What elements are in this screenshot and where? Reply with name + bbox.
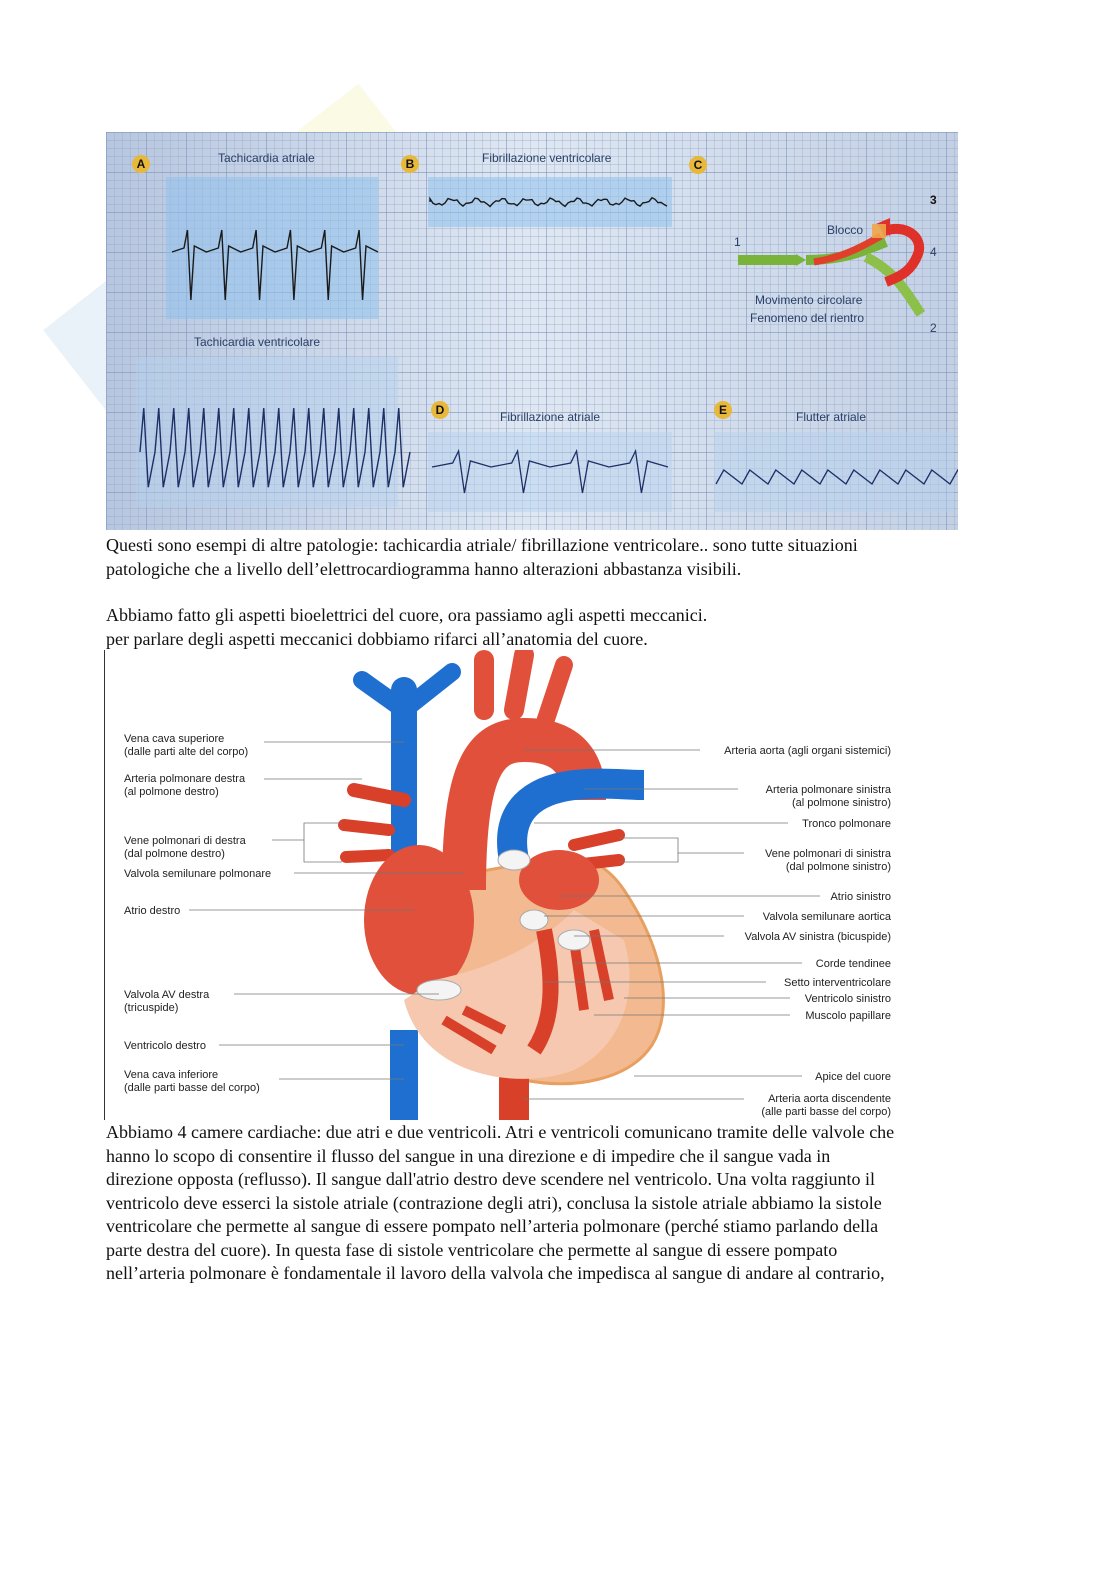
text-line: Abbiamo 4 camere cardiache: due atri e due ventricoli. Atri e ventricoli comunicano tramite delle valvole che — [106, 1122, 895, 1142]
panel-letter-c — [689, 156, 707, 174]
paragraph-patologie — [106, 534, 1006, 581]
label-vene-polmonari-sinistra: Vene polmonari di sinistra — [765, 848, 891, 860]
right-labels — [724, 745, 892, 1118]
label-corde-tendinee: Corde tendinee — [815, 958, 891, 970]
label-movimento-circolare: Movimento circolare — [755, 293, 863, 307]
svg-text:(dal polmone sinistro): (dal polmone sinistro) — [785, 861, 891, 873]
svg-text:(al polmone destro): (al polmone destro) — [124, 786, 219, 798]
label-arteria-polmonare-destra: Arteria polmonare destra — [124, 773, 246, 785]
svg-text:B: B — [405, 157, 415, 171]
text-line: per parlare degli aspetti meccanici dobbiamo rifarci all’anatomia del cuore. — [106, 628, 648, 649]
label-arteria-polmonare-sinistra: Arteria polmonare sinistra — [765, 784, 891, 796]
label-tronco-polmonare: Tronco polmonare — [802, 818, 891, 830]
label-n2: 2 — [930, 321, 937, 335]
svg-text:(dal polmone destro): (dal polmone destro) — [124, 848, 225, 860]
text-line: direzione opposta (reflusso). Il sangue dall'atrio destro deve scendere nel ventricolo. Una volta raggiunto il — [106, 1169, 875, 1189]
label-apice-del-cuore: Apice del cuore — [815, 1071, 891, 1083]
label-ventricolo-destro: Ventricolo destro — [124, 1040, 206, 1052]
text-line: ventricolo deve esserci la sistole atriale (contrazione degli atri), conclusa la sistole atriale abbiamo la sistole — [106, 1192, 882, 1213]
label-atrio-sinistro: Atrio sinistro — [830, 891, 891, 903]
text-line: ventricolare che permette al sangue di essere pompato nell’arteria polmonare (perché stiamo parlando della — [106, 1216, 879, 1236]
label-setto-interventricolare: Setto interventricolare — [784, 977, 891, 989]
label-n1: 1 — [734, 235, 741, 249]
title-tachicardia-ventricolare: Tachicardia ventricolare — [194, 335, 321, 349]
text-line: parte destra del cuore). In questa fase di sistole ventricolare che permette al sangue di essere pompato — [106, 1239, 838, 1260]
label-ventricolo-sinistro: Ventricolo sinistro — [804, 993, 891, 1005]
svg-text:(dalle parti basse del corpo): (dalle parti basse del corpo) — [124, 1082, 260, 1094]
text-line: hanno lo scopo di consentire il flusso del sangue in una direzione e di impedire che il sangue vada in — [106, 1145, 831, 1166]
svg-text:C: C — [693, 158, 703, 172]
atrio-destro-shape — [364, 845, 474, 995]
figure-left-rule — [104, 650, 105, 1120]
text-line: patologiche che a livello dell’elettrocardiogramma hanno alterazioni abbastanza visibili. — [106, 558, 742, 579]
panel-letter-e — [714, 401, 732, 419]
heart-anatomy-figure — [104, 650, 904, 1120]
label-fenomeno-rientro: Fenomeno del rientro — [750, 311, 865, 325]
svg-text:A: A — [136, 157, 146, 171]
label-arteria-aorta-discendente: Arteria aorta discendente — [768, 1093, 891, 1105]
svg-text:(alle parti basse del corpo): (alle parti basse del corpo) — [761, 1106, 891, 1118]
label-vene-polmonari-destra: Vene polmonari di destra — [124, 835, 246, 847]
label-valvola-semilunare-polmonare: Valvola semilunare polmonare — [124, 868, 272, 880]
label-atrio-destro: Atrio destro — [124, 905, 181, 917]
svg-text:(tricuspide): (tricuspide) — [124, 1002, 179, 1014]
svg-text:E: E — [718, 403, 728, 417]
left-labels — [124, 733, 271, 1094]
panel-letter-b — [401, 155, 419, 173]
svg-text:(dalle parti alte del corpo): (dalle parti alte del corpo) — [124, 746, 249, 758]
text-line: nell’arteria polmonare è fondamentale il lavoro della valvola che impedisca al sangue di andare al contrario, — [106, 1263, 885, 1283]
panel-letter-a — [132, 155, 150, 173]
label-vena-cava-inferiore: Vena cava inferiore — [124, 1069, 219, 1081]
title-tachicardia-atriale: Tachicardia atriale — [218, 151, 315, 165]
text-line: Questi sono esempi di altre patologie: tachicardia atriale/ fibrillazione ventricolare.. sono tutte situazioni — [106, 535, 858, 555]
label-valvola-semilunare-aortica: Valvola semilunare aortica — [762, 911, 891, 923]
text-line: Abbiamo fatto gli aspetti bioelettrici del cuore, ora passiamo agli aspetti meccanici. — [106, 605, 708, 625]
label-n3: 3 — [930, 193, 937, 207]
title-fibrillazione-ventricolare: Fibrillazione ventricolare — [482, 151, 612, 165]
label-valvola-av-sinistra: Valvola AV sinistra (bicuspide) — [744, 931, 891, 943]
atrio-sinistro-shape — [519, 850, 599, 910]
label-muscolo-papillare: Muscolo papillare — [805, 1010, 891, 1022]
svg-text:(al polmone sinistro): (al polmone sinistro) — [791, 797, 891, 809]
paragraph-aspetti-meccanici — [106, 604, 1006, 651]
valvola-polmonare-shape — [498, 850, 530, 870]
label-valvola-av-destra: Valvola AV destra — [124, 989, 210, 1001]
panel-letter-d — [431, 401, 449, 419]
paragraph-camere-cardiache — [106, 1121, 1006, 1286]
label-n4: 4 — [930, 245, 937, 259]
title-flutter-atriale: Flutter atriale — [796, 410, 867, 424]
ecg-patterns-image — [106, 132, 958, 530]
label-arteria-aorta: Arteria aorta (agli organi sistemici) — [724, 745, 891, 757]
svg-text:D: D — [435, 403, 445, 417]
label-vena-cava-superiore: Vena cava superiore — [124, 733, 225, 745]
label-blocco: Blocco — [827, 223, 864, 237]
title-fibrillazione-atriale: Fibrillazione atriale — [500, 410, 601, 424]
